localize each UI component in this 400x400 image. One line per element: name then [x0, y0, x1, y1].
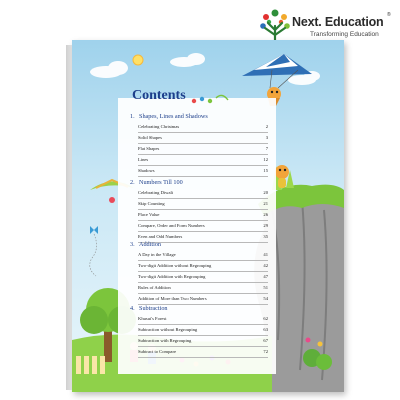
toc-entry-page: 3: [265, 135, 268, 140]
toc-entry-page: 7: [265, 146, 268, 151]
toc-section-3: [130, 240, 280, 305]
toc-entry[interactable]: [138, 347, 268, 358]
section-number: 4.: [130, 305, 135, 312]
title-decoration-icon: [190, 92, 230, 106]
toc-entry-page: 26: [263, 212, 268, 217]
toc-entry-label: Celebrating Diwali: [138, 190, 174, 195]
toc-entry-label: Celebrating Christmas: [138, 124, 180, 129]
toc-entry[interactable]: [138, 188, 268, 199]
book-cover: [72, 40, 344, 392]
toc-entry[interactable]: [138, 314, 268, 325]
toc-entry[interactable]: [138, 122, 268, 133]
section-title: Addition: [139, 241, 162, 248]
toc-entry[interactable]: [138, 272, 268, 283]
toc-section-2: [130, 178, 280, 243]
toc-entry[interactable]: [138, 133, 268, 144]
toc-entry-page: 2: [265, 124, 268, 129]
toc-entry-page: 62: [263, 316, 268, 321]
toc-entry-page: 41: [263, 252, 268, 257]
toc-entry-label: Subtract to Compare: [138, 349, 177, 354]
section-number: 3.: [130, 241, 135, 248]
toc-entry-label: Solid Shapes: [138, 135, 162, 140]
toc-entry-page: 42: [263, 263, 268, 268]
toc-entry-label: A Day in the Village: [138, 252, 176, 257]
toc-entry-page: 21: [263, 201, 268, 206]
toc-entry-page: 15: [263, 168, 268, 173]
toc-entry[interactable]: [138, 210, 268, 221]
toc-entry-page: 20: [263, 190, 268, 195]
toc-entry-page: 35: [263, 234, 268, 239]
section-title: Shapes, Lines and Shadows: [139, 113, 208, 120]
toc-entry-label: Skip Counting: [138, 201, 165, 206]
section-heading[interactable]: [130, 112, 280, 122]
toc-entry-label: Two-digit Addition without Regrouping: [138, 263, 212, 268]
section-number: 2.: [130, 179, 135, 186]
toc-entry[interactable]: [138, 336, 268, 347]
toc-entry[interactable]: [138, 199, 268, 210]
section-heading[interactable]: [130, 240, 280, 250]
contents-title: Contents: [132, 88, 186, 103]
toc-entry-page: 72: [263, 349, 268, 354]
toc-entry[interactable]: [138, 144, 268, 155]
toc-entry-page: 54: [263, 296, 268, 301]
toc-entry-page: 12: [263, 157, 268, 162]
toc-entry-label: Subtraction without Regrouping: [138, 327, 198, 332]
toc-entry-label: Addition of More than Two Numbers: [138, 296, 207, 301]
toc-entry-label: Compare, Order and Form Numbers: [138, 223, 205, 228]
brand-name: Next. Education: [292, 15, 384, 29]
toc-entry-page: 63: [263, 327, 268, 332]
toc-entry-page: 67: [263, 338, 268, 343]
toc-entry-label: Even and Odd Numbers: [138, 234, 183, 239]
brand-tagline: Transforming Education: [310, 31, 379, 38]
toc-entry[interactable]: [138, 155, 268, 166]
toc-entry[interactable]: [138, 325, 268, 336]
toc-entry-label: Subtraction with Regrouping: [138, 338, 192, 343]
toc-entry-page: 51: [263, 285, 268, 290]
toc-entry-label: Place Value: [138, 212, 160, 217]
section-heading[interactable]: [130, 178, 280, 188]
toc-entry-page: 47: [263, 274, 268, 279]
toc-entry[interactable]: [138, 261, 268, 272]
section-title: Subtraction: [139, 305, 168, 312]
toc-entry[interactable]: [138, 283, 268, 294]
toc-entry-label: Two-digit Addition with Regrouping: [138, 274, 206, 279]
toc-section-1: [130, 112, 280, 177]
toc-entry[interactable]: [138, 166, 268, 177]
toc-entry-label: Flat Shapes: [138, 146, 160, 151]
toc-entry[interactable]: [138, 250, 268, 261]
toc-entry-label: Khusui's Forest: [138, 316, 167, 321]
toc-entry[interactable]: [138, 221, 268, 232]
section-heading[interactable]: [130, 304, 280, 314]
tree-logo-icon: [258, 6, 292, 44]
registered-mark: ®: [387, 12, 391, 18]
section-title: Numbers Till 100: [139, 179, 183, 186]
toc-entry-label: Lines: [138, 157, 149, 162]
section-number: 1.: [130, 113, 135, 120]
toc-entry-label: Shadows: [138, 168, 155, 173]
toc-entry-page: 29: [263, 223, 268, 228]
toc-section-4: [130, 304, 280, 358]
toc-entry-label: Rules of Addition: [138, 285, 171, 290]
